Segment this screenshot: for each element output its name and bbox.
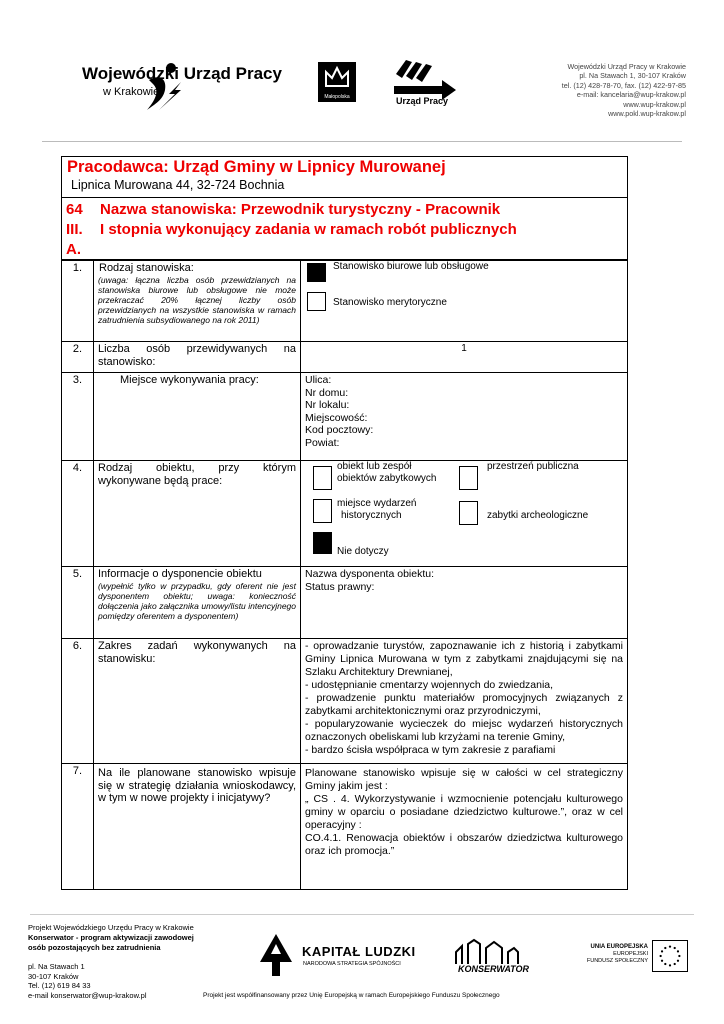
- row-label: [94, 261, 301, 342]
- malopolska-label: Małopolska: [324, 94, 350, 100]
- ue-line: FUNDUSZ SPOŁECZNY: [586, 958, 648, 964]
- row-value: [301, 461, 628, 567]
- position-number-line: III.: [66, 221, 83, 238]
- row-label-text: Rodzaj stanowiska:: [99, 262, 194, 274]
- table-row: [62, 461, 628, 567]
- kapital-ludzki-sub: NARODOWA STRATEGIA SPÓJNOŚCI: [303, 961, 401, 967]
- konserwator-label: KONSERWATOR: [458, 964, 530, 974]
- ue-text: [586, 944, 648, 965]
- task-line: - oprowadzanie turystów, zapoznawanie ich z historią i zabytkami Gminy Lipnica Murowana w tym z zabytkami znajdującymi się na Szlaku Architektury Drewnianej,: [305, 640, 623, 678]
- employer-address: Lipnica Murowana 44, 32-724 Bochnia: [71, 178, 285, 192]
- option-label: miejsce wydarzeń: [337, 498, 417, 509]
- strategy-line: CO.4.1. Renowacja obiektów i obszarów dziedzictwa kulturowego oraz ich promocja.”: [305, 832, 623, 857]
- field-label: Nazwa dysponenta obiektu:: [305, 568, 434, 580]
- task-line: - popularyzowanie wycieczek do miejsc wydarzeń historycznych oznaczonych obeliskami lub krzyżami na terenie Gminy,: [305, 718, 623, 743]
- checkbox-obiekt-zabytkowy[interactable]: [313, 466, 332, 490]
- row-number: 6.: [62, 639, 94, 764]
- contact-www[interactable]: www.wup-krakow.pl: [623, 99, 686, 109]
- checkbox-miejsce-wydarzen[interactable]: [313, 499, 332, 523]
- option-label: obiektów zabytkowych: [337, 473, 437, 484]
- checkbox-przestrzen-publiczna[interactable]: [459, 466, 478, 490]
- project-line: Konserwator - program aktywizacji zawodowej: [28, 933, 194, 942]
- urzad-pracy-label: Urząd Pracy: [396, 96, 449, 106]
- row-label: [94, 567, 301, 639]
- footer-project: [28, 923, 194, 953]
- contact-block: [562, 62, 686, 118]
- contact-line: tel. (12) 428-78-70, fax. (12) 422-97-85: [561, 80, 686, 90]
- malopolska-logo: [318, 62, 356, 102]
- row-value: [301, 567, 628, 639]
- task-line: - bardzo ścisła współpraca w tym zakresie z parafiami: [305, 744, 556, 756]
- header-divider: [42, 141, 682, 142]
- table-row: [62, 639, 628, 764]
- strategy-line: „ CS . 4. Wykorzystywanie i wzmocnienie potencjału kulturowego gminy w oparciu o posiadane dziedzictwo kulturowe.”, oraz w cel operacyjny :: [305, 793, 623, 831]
- footer-address: [28, 962, 147, 1000]
- row-note: (wypełnić tylko w przypadku, gdy oferent nie jest dysponentem obiektu; uwaga: konieczność dołączenia jako załącznika umowy/listu intencyjnego pomiędzy oferentem a dysponentem): [98, 580, 296, 621]
- ue-line: UNIA EUROPEJSKA: [590, 944, 648, 950]
- option-label: obiekt lub zespół: [337, 461, 412, 472]
- option-label: zabytki archeologiczne: [487, 510, 589, 521]
- employer-title: Pracodawca: Urząd Gminy w Lipnicy Murowanej: [67, 158, 446, 176]
- form-table: [61, 260, 628, 890]
- field-label: Ulica:: [305, 374, 332, 386]
- table-row: [62, 373, 628, 461]
- checkbox-zabytki-archeologiczne[interactable]: [459, 501, 478, 525]
- position-number-line: 64: [66, 201, 83, 218]
- contact-line: pl. Na Stawach 1, 30-107 Kraków: [579, 71, 686, 81]
- position-number: [66, 200, 94, 260]
- contact-www[interactable]: www.pokl.wup-krakow.pl: [608, 109, 686, 119]
- field-label: Nr domu:: [305, 386, 349, 399]
- row-value: [301, 261, 628, 342]
- org-sub: w Krakowie: [103, 86, 160, 98]
- field-label: Status prawny:: [305, 580, 375, 593]
- field-label: Nr lokalu:: [305, 399, 350, 411]
- malopolska-crown-icon: [318, 62, 356, 92]
- table-row: [62, 764, 628, 890]
- contact-email[interactable]: e-mail: kancelaria@wup-krakow.pl: [576, 90, 686, 100]
- row-label: Liczba osób przewidywanych na stanowisko:: [94, 342, 301, 373]
- footer-divider: [30, 914, 694, 915]
- row-label: Miejsce wykonywania pracy:: [94, 373, 301, 461]
- kapital-ludzki-logo-icon: [258, 932, 294, 978]
- checkbox-nie-dotyczy[interactable]: [313, 532, 332, 554]
- address-line: Tel. (12) 619 84 33: [28, 981, 91, 990]
- cofinancing-note: Projekt jest współfinansowany przez Unię Europejską w ramach Europejskiego Funduszu Społecznego: [203, 992, 500, 999]
- table-row: [62, 342, 628, 373]
- row-label: Na ile planowane stanowisko wpisuje się w strategię działania wnioskodawcy, w tym w nowe projekty i inicjatywy?: [94, 764, 301, 890]
- position-title-line: Nazwa stanowiska: Przewodnik turystyczny - Pracownik: [100, 201, 501, 218]
- checkbox-merytoryczne[interactable]: [307, 292, 326, 311]
- row-label-text: Informacje o dysponencie obiektu: [98, 568, 262, 580]
- address-line: pl. Na Stawach 1: [28, 962, 85, 971]
- kapital-ludzki-name: KAPITAŁ LUDZKI: [302, 944, 416, 959]
- row-number: 7.: [62, 764, 94, 890]
- checkbox-biurowe[interactable]: [307, 263, 326, 282]
- row-value: [301, 639, 628, 764]
- position-title-line: I stopnia wykonujący zadania w ramach robót publicznych: [100, 221, 517, 238]
- row-number: 2.: [62, 342, 94, 373]
- option-label: Stanowisko biurowe lub obsługowe: [333, 261, 489, 272]
- row-number: 4.: [62, 461, 94, 567]
- option-label: przestrzeń publiczna: [487, 461, 579, 472]
- row-value: [301, 373, 628, 461]
- row-number: 1.: [62, 261, 94, 342]
- table-row: [62, 261, 628, 342]
- field-label: Kod pocztowy:: [305, 424, 374, 436]
- contact-line: Wojewódzki Urząd Pracy w Krakowie: [567, 62, 686, 71]
- task-line: - udostępnianie cmentarzy wojennych do zwiedzania,: [305, 679, 554, 691]
- row-number: 5.: [62, 567, 94, 639]
- row-note: (uwaga: łączna liczba osób przewidzianych na stanowiska biurowe lub obsługowe nie może przekraczać 20% łącznej liczby osób przewidzianych na wszystkie stanowiska w ramach zatrudnienia subsydiowanego na rok 2011): [98, 274, 296, 325]
- eu-flag-icon: [652, 940, 688, 972]
- project-line: Projekt Wojewódzkiego Urzędu Pracy w Krakowie: [28, 923, 194, 932]
- row-label: Zakres zadań wykonywanych na stanowisku:: [94, 639, 301, 764]
- option-label: Nie dotyczy: [337, 546, 389, 557]
- row-value: 1: [301, 342, 628, 373]
- row-number: 3.: [62, 373, 94, 461]
- task-line: - prowadzenie punktu materiałów promocyjnych związanych z zabytkami architektonicznymi oraz przyrodniczymi,: [305, 692, 623, 717]
- strategy-line: Planowane stanowisko wpisuje się w całości w cel strategiczny Gminy jakim jest :: [305, 767, 623, 792]
- org-name: Wojewódzki Urząd Pracy: [82, 64, 282, 83]
- row-value: [301, 764, 628, 890]
- footer-email[interactable]: e-mail konserwator@wup-krakow.pl: [28, 990, 147, 1000]
- option-label: historycznych: [341, 510, 402, 521]
- address-line: 30-107 Kraków: [28, 971, 79, 981]
- option-label: Stanowisko merytoryczne: [333, 297, 447, 308]
- table-row: [62, 567, 628, 639]
- field-label: Powiat:: [305, 436, 340, 449]
- ue-line: EUROPEJSKI: [613, 951, 648, 957]
- position-title: [100, 200, 620, 240]
- field-label: Miejscowość:: [305, 411, 368, 424]
- row-label: Rodzaj obiektu, przy którym wykonywane będą prace:: [94, 461, 301, 567]
- project-line: osób pozostających bez zatrudnienia: [28, 943, 161, 952]
- position-number-line: A.: [66, 241, 81, 258]
